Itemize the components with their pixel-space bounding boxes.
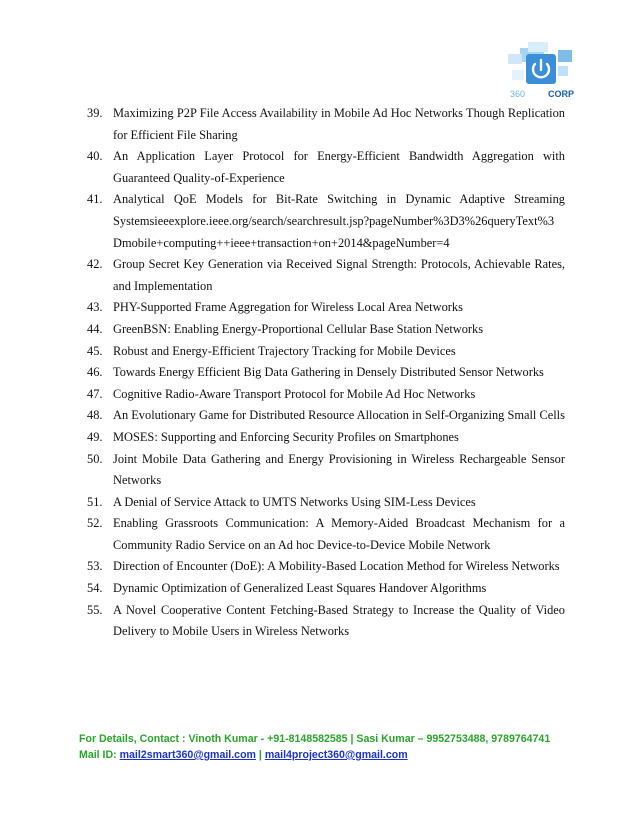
item-number: 40.: [87, 149, 103, 164]
list-item: [87, 297, 565, 319]
item-number: 45.: [87, 343, 103, 358]
list-item: [87, 600, 565, 643]
item-number: 48.: [87, 408, 103, 423]
item-title: MOSES: Supporting and Enforcing Security Profiles on Smartphones: [113, 429, 459, 444]
item-title: Direction of Encounter (DoE): A Mobility-Based Location Method for Wireless Networks: [113, 559, 560, 574]
email-separator: |: [255, 749, 265, 761]
item-number: 52.: [87, 516, 103, 531]
item-title: Maximizing P2P File Access Availability in Mobile Ad Hoc Networks Though Replication for Efficient File Sharing: [113, 106, 565, 142]
item-title: Towards Energy Efficient Big Data Gathering in Densely Distributed Sensor Networks: [113, 365, 544, 380]
list-item: [87, 254, 565, 297]
item-title: A Denial of Service Attack to UMTS Networks Using SIM-Less Devices: [113, 494, 476, 509]
item-number: 51.: [87, 494, 103, 509]
item-title: PHY-Supported Frame Aggregation for Wireless Local Area Networks: [113, 300, 463, 315]
list-item: [87, 492, 565, 514]
item-title: Robust and Energy-Efficient Trajectory Tracking for Mobile Devices: [113, 343, 456, 358]
list-item: [87, 189, 565, 254]
list-item: [87, 556, 565, 578]
logo-text-left: 360: [510, 89, 526, 99]
list-item: [87, 146, 565, 189]
item-number: 50.: [87, 451, 103, 466]
item-title: A Novel Cooperative Content Fetching-Based Strategy to Increase the Quality of Video Delivery to Mobile Users in Wireless Networks: [113, 602, 565, 639]
item-number: 42.: [87, 257, 103, 272]
list-item: [87, 513, 565, 556]
item-number: 53.: [87, 559, 103, 574]
item-number: 43.: [87, 300, 103, 315]
item-number: 47.: [87, 386, 103, 401]
list-item: [87, 341, 565, 363]
list-item: [87, 578, 565, 600]
item-number: 55.: [87, 602, 103, 617]
email-link-1[interactable]: mail2smart360@gmail.com: [119, 749, 256, 761]
item-title: An Application Layer Protocol for Energy-Efficient Bandwidth Aggregation with Guaranteed Quality-of-Experience: [113, 149, 565, 185]
item-number: 44.: [87, 321, 103, 336]
list-item: [87, 103, 565, 146]
list-item: [87, 319, 565, 341]
item-title: GreenBSN: Enabling Energy-Proportional Cellular Base Station Networks: [113, 321, 484, 336]
list-item: [87, 405, 565, 427]
list-item: [87, 362, 565, 384]
item-number: 49.: [87, 429, 103, 444]
item-number: 46.: [87, 365, 103, 380]
item-title: Analytical QoE Models for Bit-Rate Switching in Dynamic Adaptive Streaming Systemsieeexplore.ieee.org/search/searchresult.jsp?pageNumber%3D3%26queryText%3 Dmobile+computing++ieee+transaction+on+2014&pageNumber=4: [113, 192, 565, 250]
email-line: [79, 747, 550, 763]
item-number: 39.: [87, 106, 103, 120]
mail-label: Mail ID:: [79, 749, 120, 761]
item-title: Enabling Grassroots Communication: A Memory-Aided Broadcast Mechanism for a Community Radio Service on an Ad hoc Device-to-Device Mobile Network: [113, 516, 565, 552]
item-title: Dynamic Optimization of Generalized Least Squares Handover Algorithms: [113, 581, 487, 596]
item-title: Joint Mobile Data Gathering and Energy Provisioning in Wireless Rechargeable Sensor Networks: [113, 451, 565, 488]
contact-line: For Details, Contact : Vinoth Kumar - +91-8148582585 | Sasi Kumar – 9952753488, 9789764741: [79, 733, 551, 745]
email-link-2[interactable]: mail4project360@gmail.com: [264, 749, 408, 761]
company-logo: [498, 40, 590, 102]
item-number: 54.: [87, 581, 103, 596]
list-item: [87, 384, 565, 406]
reference-list: [87, 103, 565, 643]
list-item: [87, 427, 565, 449]
contact-footer: [79, 731, 550, 763]
list-item: [87, 449, 565, 492]
item-title: Cognitive Radio-Aware Transport Protocol for Mobile Ad Hoc Networks: [113, 386, 476, 401]
item-title: An Evolutionary Game for Distributed Resource Allocation in Self-Organizing Small Cells: [113, 408, 565, 423]
logo-text-right: CORP: [548, 89, 575, 99]
logo-graphic: [498, 40, 590, 102]
item-title: Group Secret Key Generation via Received Signal Strength: Protocols, Achievable Rates, and Implementation: [113, 257, 565, 293]
item-number: 41.: [87, 192, 103, 207]
